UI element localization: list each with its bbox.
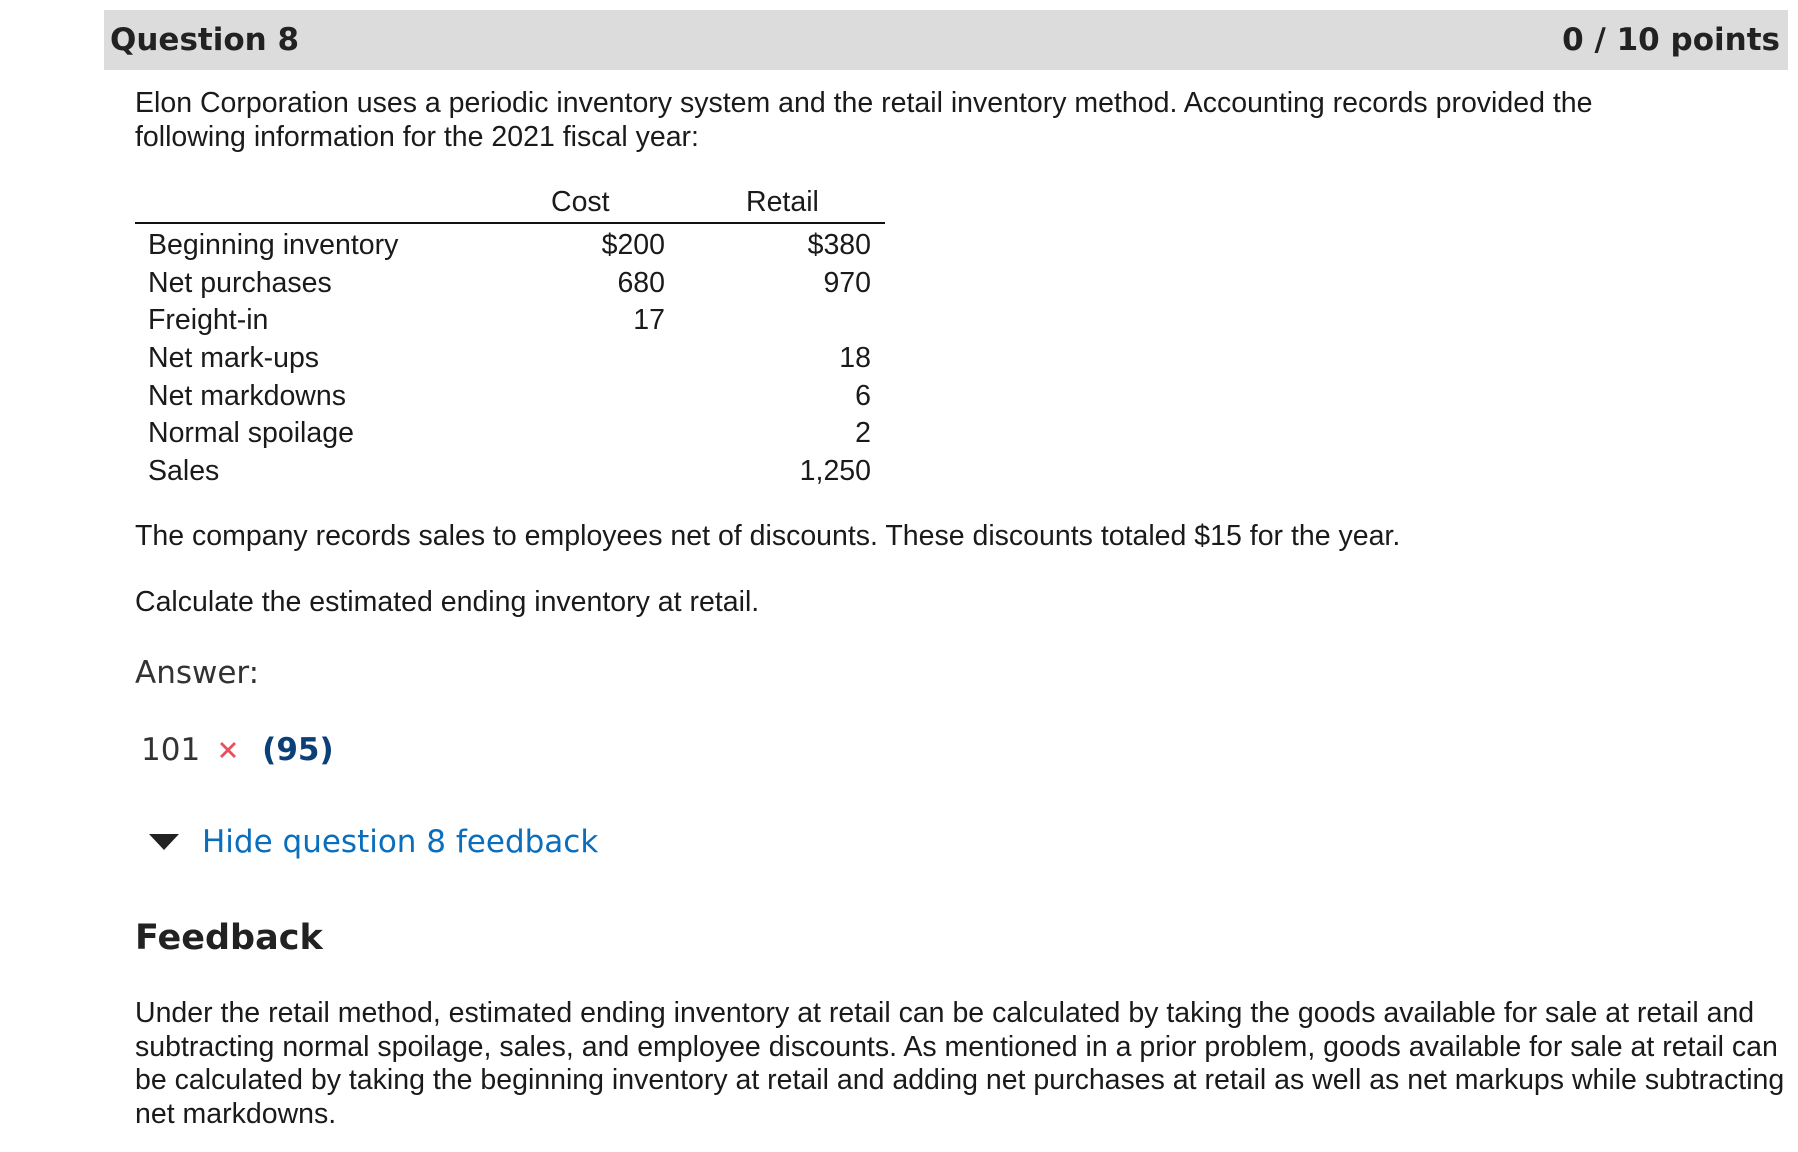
row-retail: 2 xyxy=(855,417,871,450)
answer-row xyxy=(141,730,334,770)
row-retail: $380 xyxy=(807,229,871,261)
table-header-rule xyxy=(135,222,885,224)
row-label: Net markdowns xyxy=(148,379,346,412)
table-row xyxy=(135,452,885,490)
question-prompt: Calculate the estimated ending inventory at retail. xyxy=(135,586,760,618)
table-row xyxy=(135,339,885,377)
caret-down-icon xyxy=(148,833,180,851)
employee-discount-note: The company records sales to employees net of discounts. These discounts totaled $15 for the year. xyxy=(135,520,1401,552)
row-retail: 970 xyxy=(823,266,871,299)
table-body xyxy=(135,226,885,490)
table-row xyxy=(135,264,885,302)
row-retail: 6 xyxy=(855,379,871,412)
row-retail: 18 xyxy=(839,342,871,375)
row-label: Sales xyxy=(148,455,220,488)
question-intro: Elon Corporation uses a periodic inventory system and the retail inventory method. Accounting records provided the following information for the 2021 fiscal year: xyxy=(135,87,1593,153)
question-header xyxy=(104,10,1788,70)
wrong-x-icon xyxy=(216,738,240,762)
submitted-answer: 101 xyxy=(141,732,201,768)
table-row xyxy=(135,301,885,339)
row-label: Net mark-ups xyxy=(148,342,320,375)
row-retail: 1,250 xyxy=(799,455,871,488)
row-cost: 17 xyxy=(633,304,665,337)
row-cost: 680 xyxy=(617,266,665,299)
row-label: Beginning inventory xyxy=(148,229,399,261)
feedback-title: Feedback xyxy=(135,918,323,958)
answer-label: Answer: xyxy=(135,655,260,691)
table-row xyxy=(135,226,885,264)
cost-column-header: Cost xyxy=(551,186,610,218)
row-cost: $200 xyxy=(601,229,665,261)
row-label: Freight-in xyxy=(148,304,269,337)
question-points: 0 / 10 points xyxy=(1562,22,1780,58)
table-row xyxy=(135,377,885,415)
hide-feedback-toggle[interactable] xyxy=(148,824,598,860)
retail-column-header: Retail xyxy=(746,186,819,218)
row-label: Net purchases xyxy=(148,266,332,299)
table-row xyxy=(135,414,885,452)
question-title: Question 8 xyxy=(110,22,300,58)
feedback-text: Under the retail method, estimated ending inventory at retail can be calculated by taking the goods available for sale at retail and subtracting normal spoilage, sales, and employee discounts. As mentioned in a prior problem, goods available for sale at retail can be calculated by taking the beginning inventory at retail and adding net purchases at retail as well as net markups while subtracting net markdowns. xyxy=(135,997,1785,1130)
row-label: Normal spoilage xyxy=(148,417,354,450)
hide-feedback-link[interactable]: Hide question 8 feedback xyxy=(202,824,599,860)
correct-answer: (95) xyxy=(262,732,334,768)
